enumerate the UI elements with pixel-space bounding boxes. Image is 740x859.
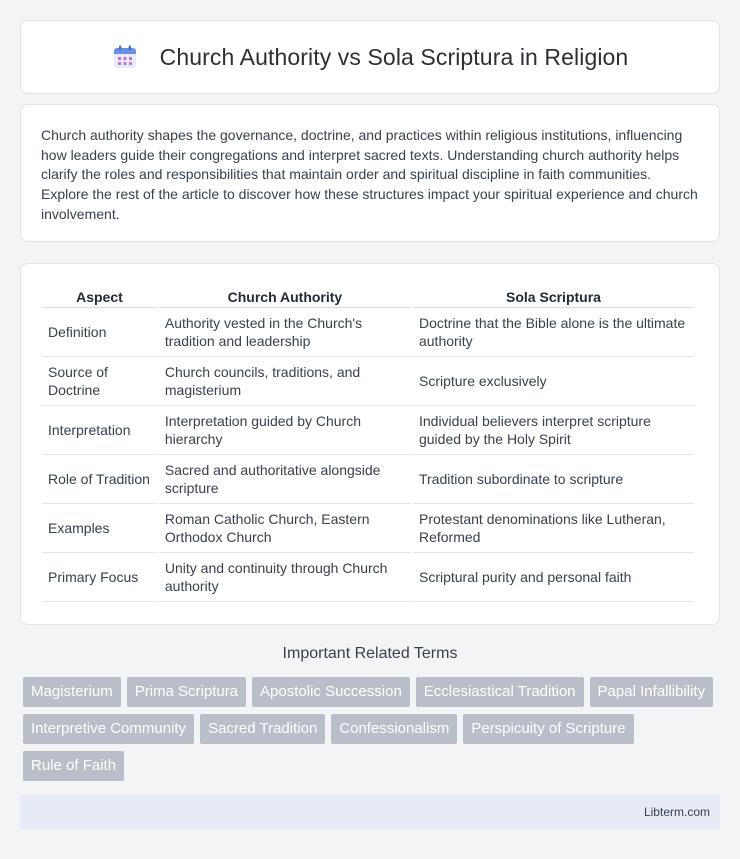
related-term-tag[interactable]: Rule of Faith	[23, 751, 124, 781]
table-cell: Roman Catholic Church, Eastern Orthodox Church	[159, 504, 411, 553]
column-header: Sola Scriptura	[413, 284, 694, 308]
table-row	[42, 553, 694, 602]
table-cell-aspect: Primary Focus	[42, 553, 157, 602]
table-cell-aspect: Interpretation	[42, 406, 157, 455]
table-cell: Protestant denominations like Lutheran, Reformed	[413, 504, 694, 553]
related-term-tag[interactable]: Confessionalism	[331, 714, 457, 744]
table-cell-aspect: Examples	[42, 504, 157, 553]
related-term-tag[interactable]: Perspicuity of Scripture	[463, 714, 633, 744]
related-term-tag[interactable]: Magisterium	[23, 677, 121, 707]
table-cell: Sacred and authoritative alongside scripture	[159, 455, 411, 504]
footer-bar	[20, 795, 720, 829]
related-terms-list	[23, 677, 723, 781]
related-term-tag[interactable]: Interpretive Community	[23, 714, 194, 744]
table-cell: Doctrine that the Bible alone is the ultimate authority	[413, 308, 694, 357]
table-row	[42, 504, 694, 553]
related-term-tag[interactable]: Prima Scriptura	[127, 677, 246, 707]
table-cell: Authority vested in the Church's tradition and leadership	[159, 308, 411, 357]
comparison-card	[20, 263, 720, 625]
table-cell: Scripture exclusively	[413, 357, 694, 406]
column-header: Aspect	[42, 284, 157, 308]
table-row	[42, 406, 694, 455]
table-cell: Scriptural purity and personal faith	[413, 553, 694, 602]
table-cell-aspect: Definition	[42, 308, 157, 357]
column-header: Church Authority	[159, 284, 411, 308]
table-cell: Unity and continuity through Church authority	[159, 553, 411, 602]
related-term-tag[interactable]: Ecclesiastical Tradition	[416, 677, 584, 707]
table-cell: Church councils, traditions, and magisterium	[159, 357, 411, 406]
table-row	[42, 357, 694, 406]
related-terms-title: Important Related Terms	[282, 645, 458, 662]
footer-site-link[interactable]: Libterm.com	[643, 805, 710, 819]
intro-card	[20, 104, 720, 242]
page-title: Church Authority vs Sola Scriptura in Religion	[159, 43, 629, 70]
table-cell: Tradition subordinate to scripture	[413, 455, 694, 504]
table-row	[42, 455, 694, 504]
related-term-tag[interactable]: Sacred Tradition	[200, 714, 325, 744]
calendar-icon	[112, 44, 138, 70]
title-card	[20, 20, 720, 94]
table-cell: Interpretation guided by Church hierarchy	[159, 406, 411, 455]
table-cell: Individual believers interpret scripture guided by the Holy Spirit	[413, 406, 694, 455]
intro-text: Church authority shapes the governance, doctrine, and practices within religious institutions, influencing how leaders guide their congregations and interpret sacred texts. Understanding church authority helps clarify the roles and responsibilities that maintain order and spiritual discipline in faith communities. Explore the rest of the article to discover how these structures impact your spiritual experience and church involvement.	[41, 127, 698, 222]
related-term-tag[interactable]: Papal Infallibility	[590, 677, 714, 707]
table-cell-aspect: Role of Tradition	[42, 455, 157, 504]
table-header-row	[42, 284, 694, 308]
related-term-tag[interactable]: Apostolic Succession	[252, 677, 410, 707]
comparison-table	[40, 284, 696, 602]
table-row	[42, 308, 694, 357]
table-cell-aspect: Source of Doctrine	[42, 357, 157, 406]
